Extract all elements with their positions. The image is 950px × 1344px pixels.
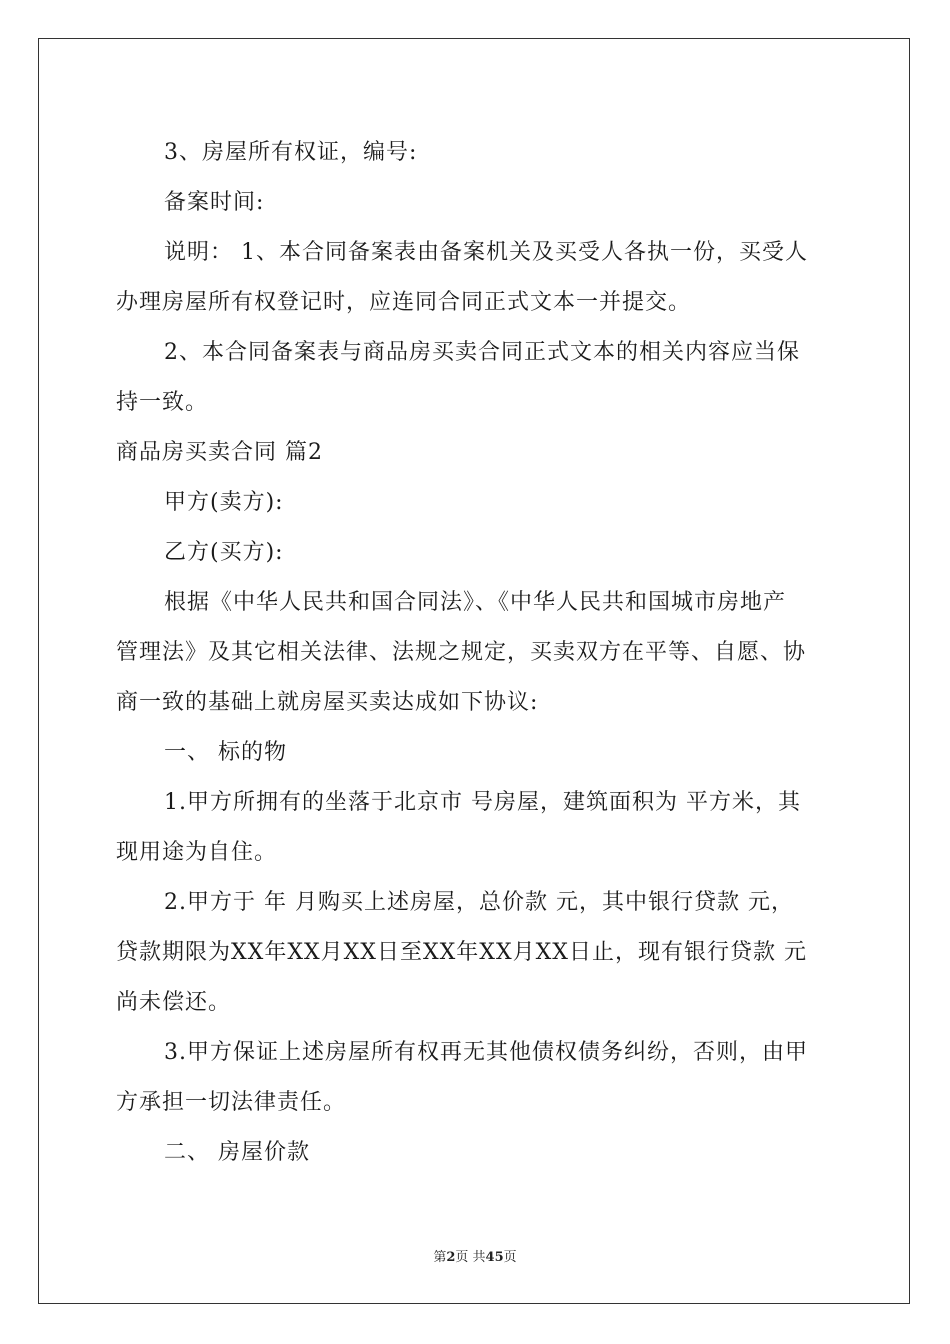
paragraph-line: 备案时间:	[164, 190, 265, 215]
document-body	[116, 128, 836, 1178]
footer-prefix: 第	[433, 1250, 447, 1265]
paragraph-line: 说明： 1、本合同备案表由备案机关及买受人各执一份，买受人	[164, 240, 808, 265]
clause-heading: 一、 标的物	[164, 740, 287, 765]
paragraph-line: 3.甲方保证上述房屋所有权再无其他债权债务纠纷，否则，由甲	[164, 1040, 808, 1065]
paragraph-line: 1.甲方所拥有的坐落于北京市 号房屋，建筑面积为 平方米，其	[164, 790, 801, 815]
section-heading: 商品房买卖合同 篇2	[116, 440, 323, 465]
paragraph-line: 2.甲方于 年 月购买上述房屋，总价款 元，其中银行贷款 元，	[164, 890, 794, 915]
paragraph-line: 管理法》及其它相关法律、法规之规定，买卖双方在平等、自愿、协	[116, 640, 807, 665]
paragraph-line: 3、房屋所有权证，编号:	[164, 140, 418, 165]
paragraph-line: 2、本合同备案表与商品房买卖合同正式文本的相关内容应当保	[164, 340, 800, 365]
paragraph-line: 方承担一切法律责任。	[116, 1090, 347, 1115]
paragraph-line: 甲方(卖方):	[164, 490, 284, 515]
footer-suffix: 页	[503, 1250, 517, 1265]
paragraph-line: 尚未偿还。	[116, 990, 232, 1015]
paragraph-line: 根据《中华人民共和国合同法》、《中华人民共和国城市房地产	[164, 590, 787, 615]
footer-mid: 页 共	[455, 1250, 486, 1265]
paragraph-line: 现用途为自住。	[116, 840, 278, 865]
paragraph-line: 办理房屋所有权登记时，应连同合同正式文本一并提交。	[116, 290, 692, 315]
paragraph-line: 贷款期限为XX年XX月XX日至XX年XX月XX日止，现有银行贷款 元	[116, 940, 807, 965]
paragraph-line: 持一致。	[116, 390, 209, 415]
page-footer	[0, 1246, 950, 1265]
total-page-count: 45	[485, 1250, 504, 1265]
paragraph-line: 商一致的基础上就房屋买卖达成如下协议:	[116, 690, 539, 715]
clause-heading: 二、 房屋价款	[164, 1140, 310, 1165]
current-page-number: 2	[446, 1250, 456, 1265]
paragraph-line: 乙方(买方):	[164, 540, 284, 565]
